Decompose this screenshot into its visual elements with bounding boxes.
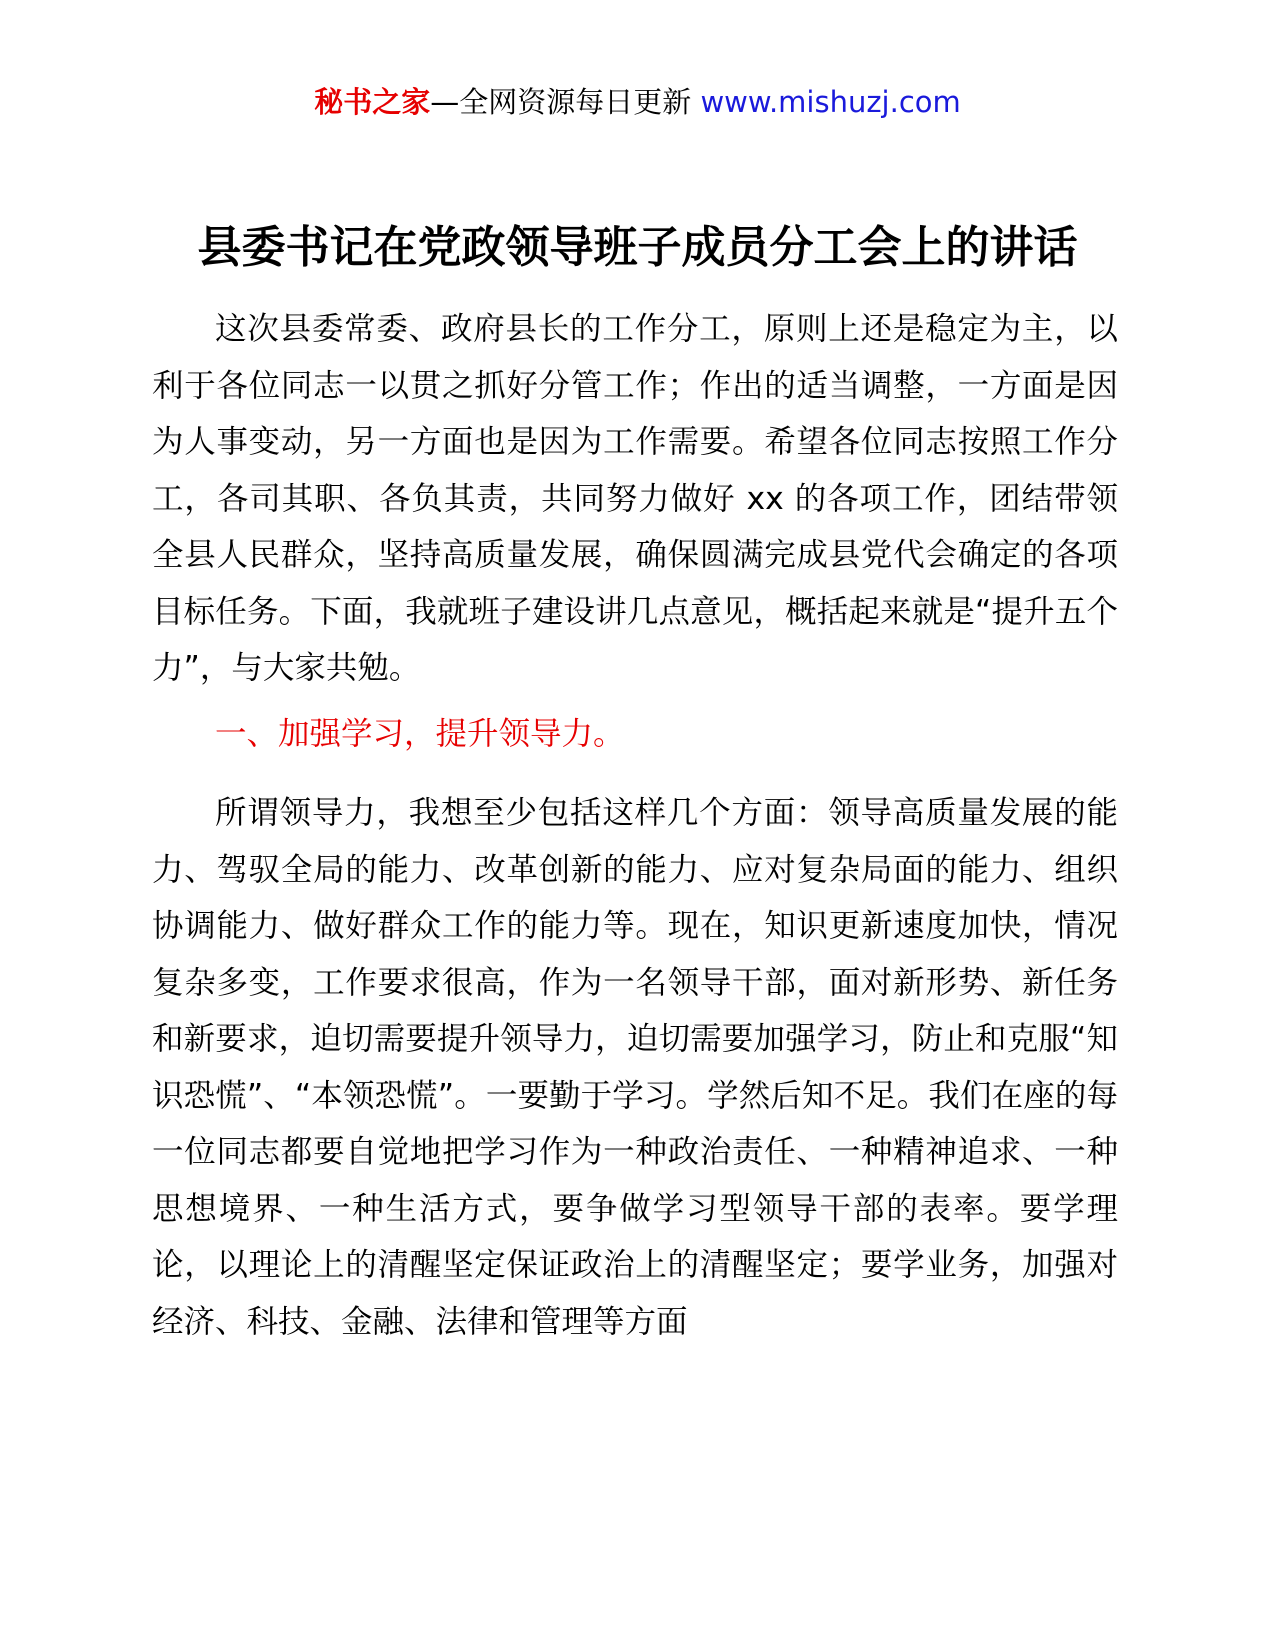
document-title: 县委书记在党政领导班子成员分工会上的讲话 <box>197 222 1078 273</box>
website-link[interactable]: www.mishuzj.com <box>700 85 961 119</box>
brand-name: 秘书之家 <box>314 85 431 119</box>
body-paragraph: 所谓领导力，我想至少包括这样几个方面：领导高质量发展的能力、驾驭全局的能力、改革创新的能力、应对复杂局面的能力、组织协调能力、做好群众工作的能力等。现在，知识更新速度加快，情况复杂多变，工作要求很高，作为一名领导干部，面对新形势、新任务和新要求，迫切需要提升领导力，迫切需要加强学习，防止和克服“知识恐慌”、“本领恐慌”。一要勤于学习。学然后知不足。我们在座的每一位同志都要自觉地把学习作为一种政治责任、一种精神追求、一种思想境界、一种生活方式，要争做学习型领导干部的表率。要学理论，以理论上的清醒坚定保证政治上的清醒坚定；要学业务，加强对经济、科技、金融、法律和管理等方面 <box>152 795 1118 1340</box>
page-header <box>0 82 1275 122</box>
body-paragraph: 这次县委常委、政府县长的工作分工，原则上还是稳定为主，以利于各位同志一以贯之抓好分管工作；作出的适当调整，一方面是因为人事变动，另一方面也是因为工作需要。希望各位同志按照工作分工，各司其职、各负其责，共同努力做好 xx 的各项工作，团结带领全县人民群众，坚持高质量发展，确保圆满完成县党代会确定的各项目标任务。下面，我就班子建设讲几点意见，概括起来就是“提升五个力”，与大家共勉。 <box>152 311 1118 686</box>
header-tagline: —全网资源每日更新 <box>430 85 692 119</box>
section-heading: 一、加强学习，提升领导力。 <box>215 716 625 752</box>
